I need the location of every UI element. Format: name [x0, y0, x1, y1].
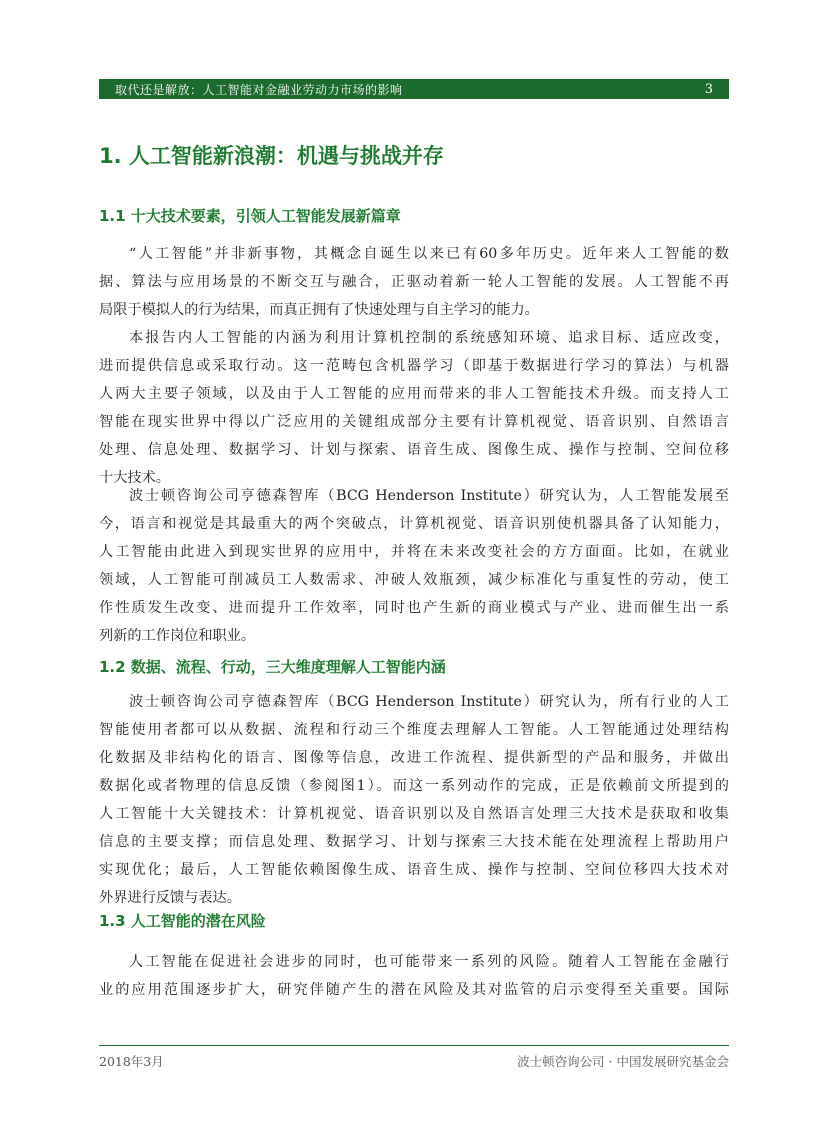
text-line: 信息的主要支撑；而信息处理、数据学习、计划与探索三大技术能在处理流程上帮助用户: [99, 834, 729, 850]
running-header-title: 取代还是解放：人工智能对金融业劳动力市场的影响: [115, 82, 403, 97]
text-line: 实现优化；最后，人工智能依赖图像生成、语音生成、操作与控制、空间位移四大技术对: [99, 862, 729, 878]
section-heading-1-2: 1.2 数据、流程、行动，三大维度理解人工智能内涵: [99, 658, 446, 676]
section-heading-1-3: 1.3 人工智能的潜在风险: [99, 912, 266, 930]
paragraph-1-1-a: [99, 240, 729, 324]
page-number: 3: [704, 81, 713, 97]
section-heading-1-1: 1.1 十大技术要素，引领人工智能发展新篇章: [99, 207, 401, 225]
text-line: 智能在现实世界中得以广泛应用的关键组成部分主要有计算机视觉、语音识别、自然语言: [99, 414, 729, 430]
text-line: 业的应用范围逐步扩大，研究伴随产生的潜在风险及其对监管的启示变得至关重要。国际: [99, 982, 729, 998]
text-line: 波士顿咨询公司亨德森智库（BCG Henderson Institute）研究认为，所有行业的人工: [129, 694, 729, 710]
text-line: 智能使用者都可以从数据、流程和行动三个维度去理解人工智能。人工智能通过处理结构: [99, 722, 729, 738]
text-line: 外界进行反馈与表达。: [99, 890, 241, 906]
text-line: 人工智能由此进入到现实世界的应用中，并将在未来改变社会的方方面面。比如，在就业: [99, 544, 729, 560]
footer-date: 2018年3月: [99, 1054, 164, 1069]
text-line: 今，语言和视觉是其最重大的两个突破点，计算机视觉、语音识别使机器具备了认知能力，: [99, 516, 729, 532]
text-line: 列新的工作岗位和职业。: [99, 628, 256, 644]
paragraph-1-1-c: [99, 482, 729, 650]
paragraph-1-2: [99, 688, 729, 912]
text-line: “人工智能”并非新事物，其概念自诞生以来已有60多年历史。近年来人工智能的数: [129, 246, 729, 262]
text-line: 波士顿咨询公司亨德森智库（BCG Henderson Institute）研究认为，人工智能发展至: [129, 488, 729, 504]
paragraph-1-3: [99, 948, 729, 1004]
text-line: 人工智能十大关键技术：计算机视觉、语音识别以及自然语言处理三大技术是获取和收集: [99, 806, 729, 822]
text-line: 人工智能在促进社会进步的同时，也可能带来一系列的风险。随着人工智能在金融行: [129, 954, 729, 970]
chapter-heading: 1. 人工智能新浪潮：机遇与挑战并存: [99, 144, 444, 168]
text-line: 数据化或者物理的信息反馈（参阅图1）。而这一系列动作的完成，正是依赖前文所提到的: [99, 778, 729, 794]
footer-divider: [99, 1045, 729, 1046]
paragraph-1-1-b: [99, 324, 729, 492]
text-line: 领域，人工智能可削减员工人数需求、冲破人效瓶颈，减少标准化与重复性的劳动，使工: [99, 572, 729, 588]
text-line: 人两大主要子领域，以及由于人工智能的应用而带来的非人工智能技术升级。而支持人工: [99, 386, 729, 402]
footer-organizations: 波士顿咨询公司 · 中国发展研究基金会: [517, 1054, 729, 1069]
text-line: 局限于模拟人的行为结果，而真正拥有了快速处理与自主学习的能力。: [99, 302, 539, 318]
text-line: 作性质发生改变、进而提升工作效率，同时也产生新的商业模式与产业、进而催生出一系: [99, 600, 729, 616]
text-line: 处理、信息处理、数据学习、计划与探索、语音生成、图像生成、操作与控制、空间位移: [99, 442, 729, 458]
running-header-bar: [99, 79, 729, 99]
text-line: 据、算法与应用场景的不断交互与融合，正驱动着新一轮人工智能的发展。人工智能不再: [99, 274, 729, 290]
text-line: 本报告内人工智能的内涵为利用计算机控制的系统感知环境、追求目标、适应改变，: [129, 330, 729, 346]
text-line: 十大技术。: [99, 470, 170, 486]
text-line: 化数据及非结构化的语言、图像等信息，改进工作流程、提供新型的产品和服务，并做出: [99, 750, 729, 766]
text-line: 进而提供信息或采取行动。这一范畴包含机器学习（即基于数据进行学习的算法）与机器: [99, 358, 729, 374]
